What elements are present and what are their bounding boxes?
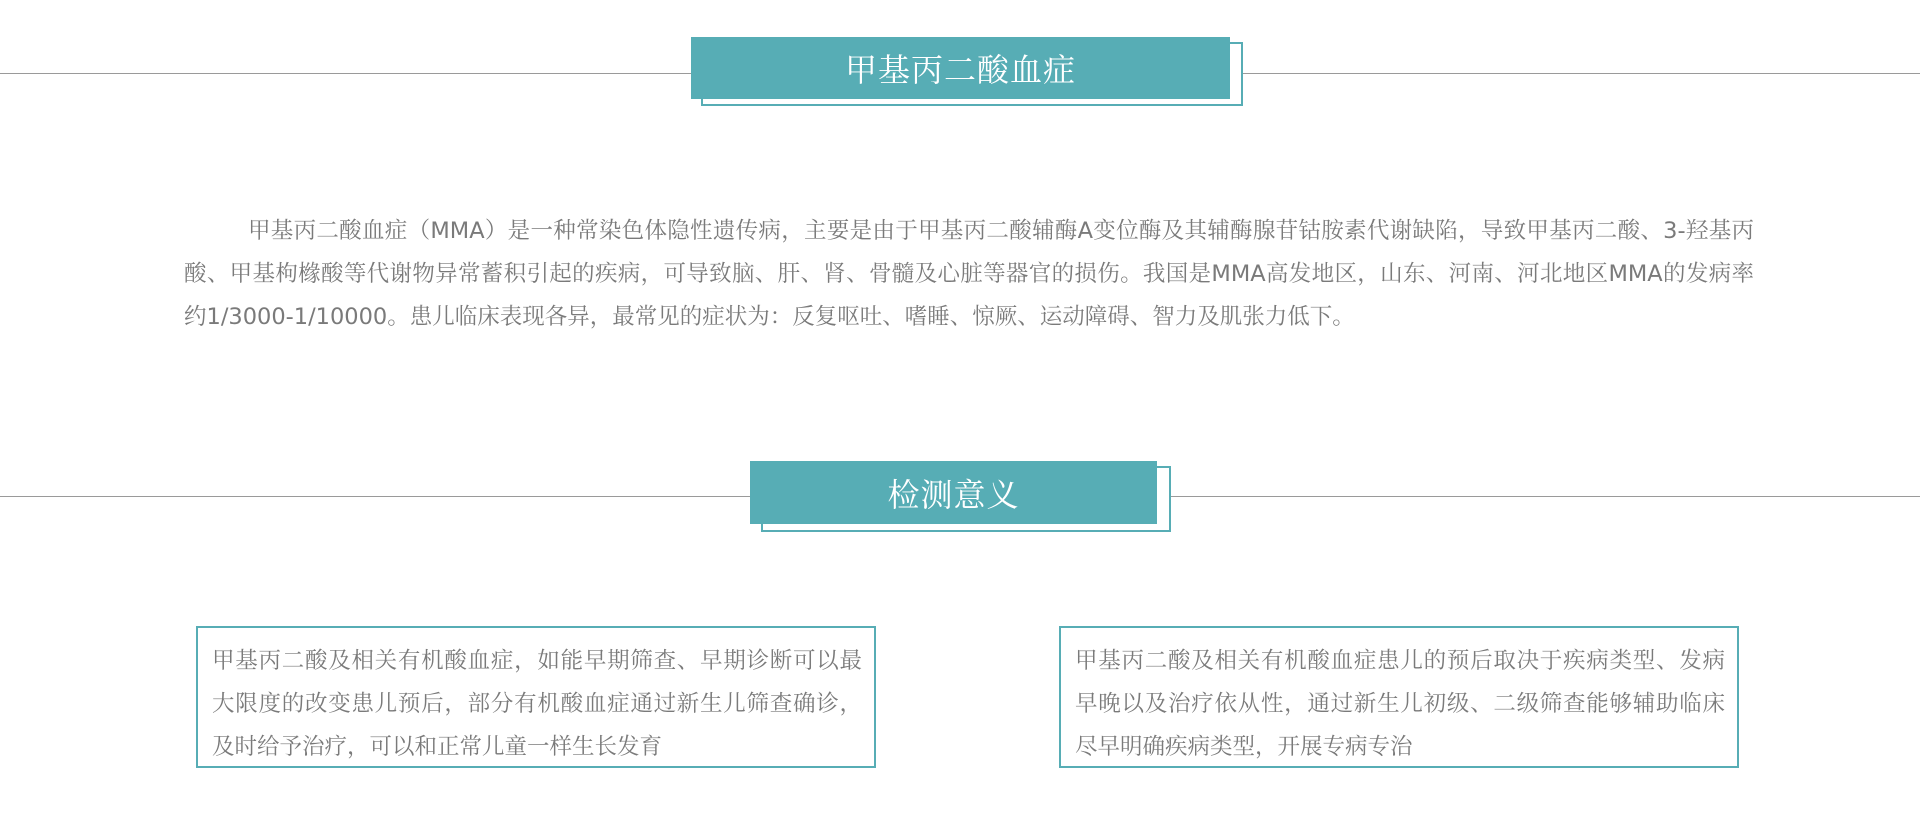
significance-card-right: 甲基丙二酸及相关有机酸血症患儿的预后取决于疾病类型、发病早晚以及治疗依从性，通过新生儿初级、二级筛查能够辅助临床尽早明确疾病类型，开展专病专治 [1059,626,1739,768]
intro-paragraph: 甲基丙二酸血症（MMA）是一种常染色体隐性遗传病，主要是由于甲基丙二酸辅酶A变位酶及其辅酶腺苷钴胺素代谢缺陷，导致甲基丙二酸、3-羟基丙酸、甲基枸橼酸等代谢物异常蓄积引起的疾病，可导致脑、肝、肾、骨髓及心脏等器官的损伤。我国是MMA高发地区，山东、河南、河北地区MMA的发病率约1/3000-1/10000。患儿临床表现各异，最常见的症状为：反复呕吐、嗜睡、惊厥、运动障碍、智力及肌张力低下。 [184,218,1754,330]
section1-title: 甲基丙二酸血症 [691,37,1230,99]
section2-title: 检测意义 [750,461,1157,524]
significance-card-left: 甲基丙二酸及相关有机酸血症，如能早期筛查、早期诊断可以最大限度的改变患儿预后，部分有机酸血症通过新生儿筛查确诊，及时给予治疗，可以和正常儿童一样生长发育 [196,626,876,768]
